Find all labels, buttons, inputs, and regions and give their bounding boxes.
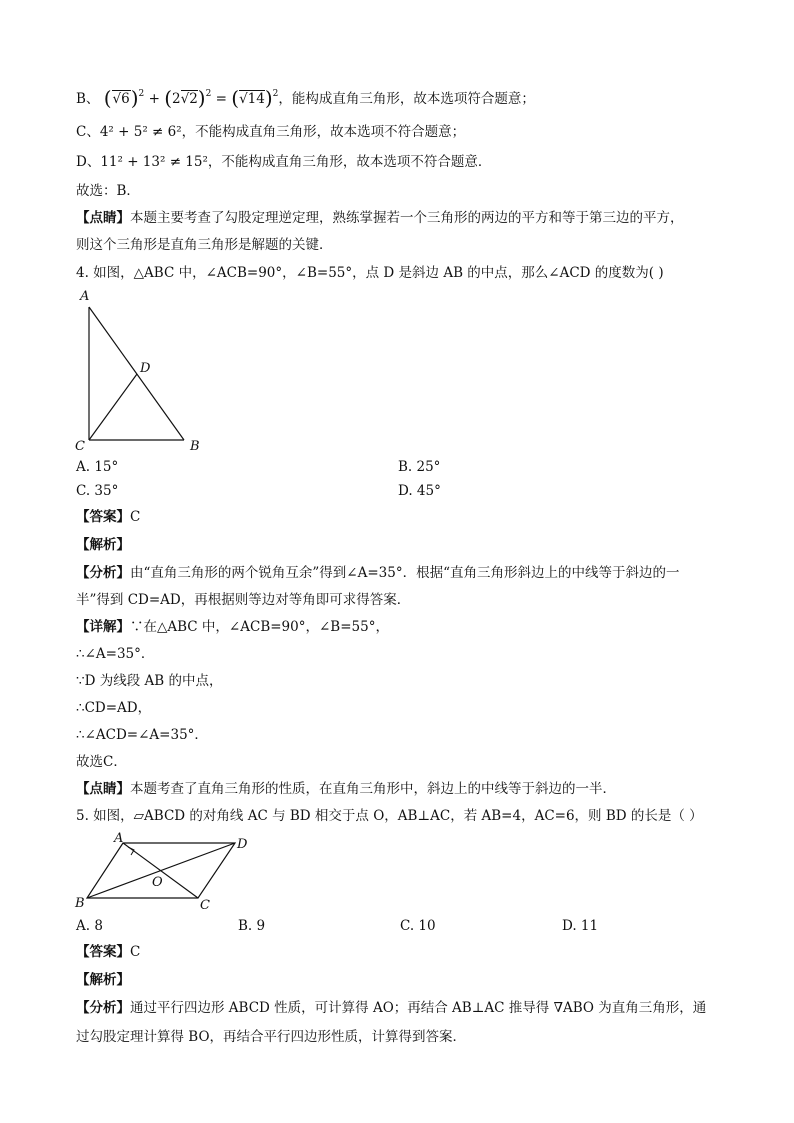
q5-answer: 【答案】C: [76, 944, 141, 960]
q5-option-c: C. 10: [400, 918, 436, 934]
question-4: 4. 如图，△ABC 中，∠ACB=90°，∠B=55°，点 D 是斜边 AB 的中点，那么∠ACD 的度数为( ): [76, 265, 664, 281]
question-5: 5. 如图，▱ABCD 的对角线 AC 与 BD 相交于点 O，AB⊥AC，若 AB=4，AC=6，则 BD 的长是（ ）: [76, 808, 703, 824]
figure-q5-parallelogram: [70, 828, 270, 916]
q5-analysis-tag: 【解析】: [76, 972, 130, 988]
q4-xiangjie-1: 【详解】∵在△ABC 中，∠ACB=90°，∠B=55°，: [76, 619, 389, 635]
q4-xiangjie-4: ∴CD=AD，: [76, 700, 152, 716]
choice-4: 故选C．: [76, 754, 127, 770]
q4-fenxi-b: 半”得到 CD=AD，再根据则等边对等角即可求得答案．: [76, 592, 411, 608]
q4-fenxi-a: 【分析】由“直角三角形的两个锐角互余”得到∠A=35°．根据“直角三角形斜边上的中线等于斜边的一: [76, 565, 680, 581]
label-b: B: [75, 896, 85, 911]
figure-q4-triangle: [70, 286, 215, 456]
q4-option-d: D. 45°: [398, 483, 441, 499]
q4-xiangjie-3: ∵D 为线段 AB 的中点，: [76, 673, 223, 689]
choice-3: 故选：B．: [76, 183, 140, 199]
label-b: B: [190, 439, 200, 454]
label-a: A: [114, 831, 124, 846]
q4-answer: 【答案】C: [76, 509, 141, 525]
line-option-b: B、 $(√6)^2 + (2√2)^2 = (√14)^2$，能构成直角三角形，故本选项符合题意；: [76, 86, 535, 110]
q5-option-d: D. 11: [562, 918, 599, 934]
line-option-c: C、4² + 5² ≠ 6²，不能构成直角三角形，故本选项不符合题意；: [76, 124, 466, 140]
q4-option-a: A. 15°: [76, 459, 119, 475]
label-c: C: [75, 439, 85, 454]
label-o: O: [152, 875, 163, 890]
line-option-d: D、11² + 13² ≠ 15²，不能构成直角三角形，故本选项不符合题意．: [76, 154, 492, 170]
sqrt6: 6: [121, 91, 130, 107]
q4-option-b: B. 25°: [398, 459, 441, 475]
comment-3a: 【点睛】本题主要考查了勾股定理逆定理，熟练掌握若一个三角形的两边的平方和等于第三边的平方，: [76, 210, 684, 226]
option-d-math: 11² + 13² ≠ 15²: [100, 154, 208, 170]
comment-3b: 则这个三角形是直角三角形是解题的关键．: [76, 237, 333, 253]
q4-analysis-tag: 【解析】: [76, 537, 130, 553]
q5-fenxi-b: 过勾股定理计算得 BO，再结合平行四边形性质，计算得到答案．: [76, 1029, 467, 1045]
label-a: A: [80, 289, 90, 304]
comment-4: 【点睛】本题考查了直角三角形的性质，在直角三角形中，斜边上的中线等于斜边的一半．: [76, 781, 616, 797]
q5-option-a: A. 8: [76, 918, 103, 934]
option-c-math: 4² + 5² ≠ 6²: [99, 124, 182, 140]
q4-xiangjie-5: ∴∠ACD=∠A=35°．: [76, 727, 208, 743]
q4-option-c: C. 35°: [76, 483, 119, 499]
q5-fenxi-a: 【分析】通过平行四边形 ABCD 性质，可计算得 AO；再结合 AB⊥AC 推导得 ∇ABO 为直角三角形，通: [76, 1000, 707, 1016]
q4-xiangjie-2: ∴∠A=35°．: [76, 646, 155, 662]
label-c: C: [200, 898, 210, 913]
q5-option-b: B. 9: [238, 918, 266, 934]
label-d: D: [237, 837, 248, 852]
option-b-prefix: B、: [76, 91, 100, 107]
option-b-text: ，能构成直角三角形，故本选项符合题意；: [278, 91, 535, 107]
label-d: D: [140, 361, 151, 376]
